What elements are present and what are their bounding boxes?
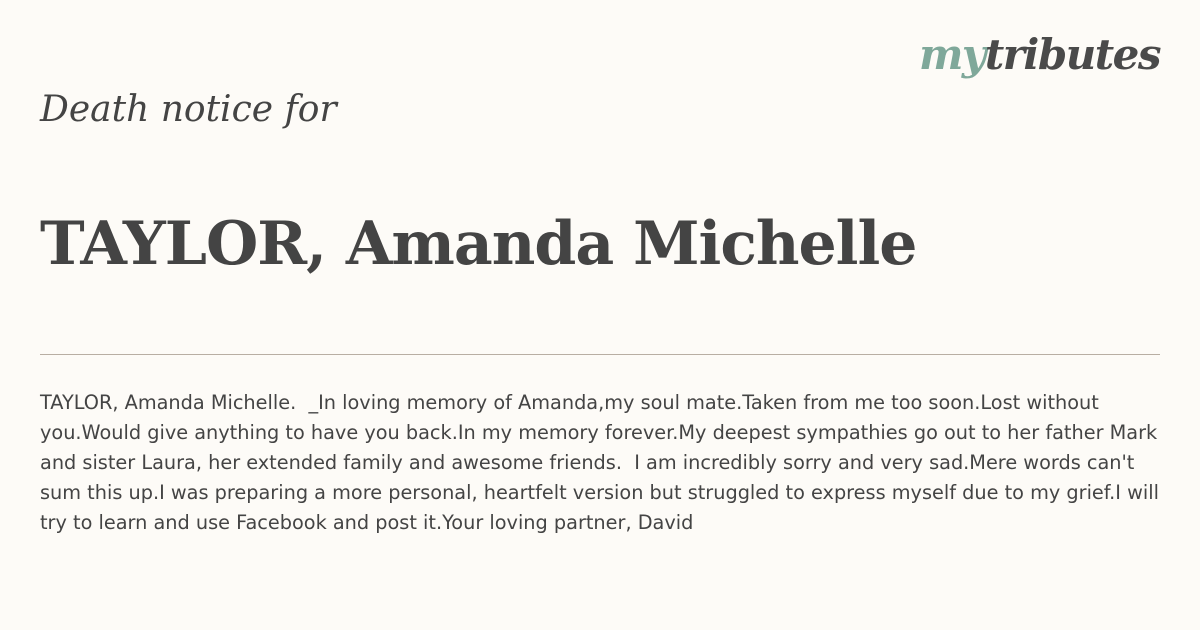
divider — [40, 354, 1160, 355]
notice-text: TAYLOR, Amanda Michelle. _In loving memory of Amanda,my soul mate.Taken from me too soon.Lost without you.Would give anything to have you back.In my memory forever.My deepest sympathies go out to her father Mark and sister Laura, her extended family and awesome friends. I am incredibly sorry and very sad.Mere words can't sum this up.I was preparing a more personal, heartfelt version but struggled to express myself due to my grief.I will try to learn and use Facebook and post it.Your loving partner, David — [40, 391, 1166, 534]
mytributes-logo[interactable] — [918, 30, 1160, 79]
logo-tributes-text: tributes — [984, 30, 1160, 79]
page-subtitle: Death notice for — [40, 89, 337, 130]
deceased-name: TAYLOR, Amanda Michelle — [40, 209, 917, 279]
logo-my-text: my — [918, 30, 985, 79]
